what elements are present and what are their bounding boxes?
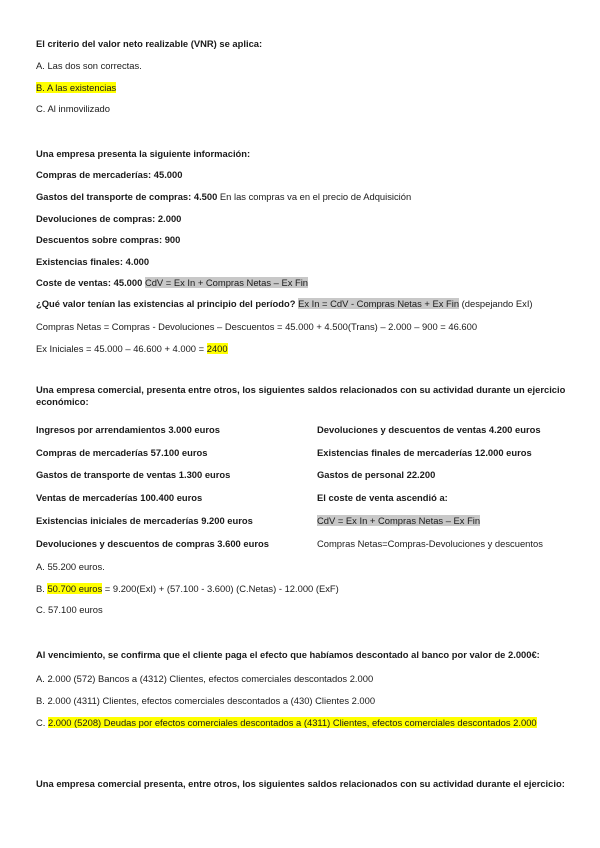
q2-calc-ex-iniciales — [36, 343, 228, 355]
q2-question-text: ¿Qué valor tenían las existencias al principio del período? — [36, 298, 296, 309]
q2-exfin-label: Existencias finales: — [36, 256, 126, 267]
q3-right-item-3: El coste de venta ascendió a: — [317, 492, 448, 503]
q2-calc2-result: 2400 — [206, 343, 228, 354]
q4-opt-c-answer: 2.000 (5208) Deudas por efectos comerciales descontados a (4311) Clientes, efectos comerciales descontados 2.000 — [47, 717, 537, 728]
q1-option-b-highlight: B. A las existencias — [36, 82, 117, 93]
q3-opt-b-calc: = 9.200(ExI) + (57.100 - 3.600) (C.Netas) - 12.000 (ExF) — [102, 583, 339, 594]
q2-intro: Una empresa presenta la siguiente información: — [36, 148, 251, 159]
q4-opt-c-prefix: C. — [36, 717, 48, 728]
q2-descuentos — [36, 234, 180, 246]
q2-exfin-value: 4.000 — [125, 256, 150, 267]
q2-transporte-value: 4.500 — [193, 191, 218, 202]
q3-right-item-1: Existencias finales de mercaderías 12.000 euros — [317, 447, 532, 458]
q2-coste-value: 45.000 — [113, 277, 143, 288]
q1-question: El criterio del valor neto realizable (VNR) se aplica: — [36, 38, 263, 49]
q3-left-item-1: Compras de mercaderías 57.100 euros — [36, 447, 208, 458]
q2-compras-label: Compras de mercaderías: — [36, 169, 154, 180]
q3-right-item-4 — [317, 515, 480, 527]
q2-transporte-label: Gastos del transporte de compras: — [36, 191, 194, 202]
q2-coste-label: Coste de ventas: — [36, 277, 114, 288]
q3-cdv-formula: CdV = Ex In + Compras Netas – Ex Fin — [317, 515, 481, 526]
q3-option-b — [36, 583, 339, 595]
q3-left-item-2: Gastos de transporte de ventas 1.300 euros — [36, 469, 231, 480]
q2-compras-value: 45.000 — [153, 169, 183, 180]
q3-option-c: C. 57.100 euros — [36, 604, 103, 615]
q4-option-c — [36, 717, 566, 729]
q4-question: Al vencimiento, se confirma que el cliente paga el efecto que habíamos descontado al banco por valor de 2.000€: — [36, 649, 540, 660]
q2-devoluciones-label: Devoluciones de compras: — [36, 213, 158, 224]
q3-left-item-5: Devoluciones y descuentos de compras 3.600 euros — [36, 538, 269, 549]
q3-left-item-0: Ingresos por arrendamientos 3.000 euros — [36, 424, 220, 435]
q2-existencias-finales — [36, 256, 149, 268]
q2-question-formula: Ex In = CdV - Compras Netas + Ex Fin — [298, 298, 460, 309]
q3-right-item-0: Devoluciones y descuentos de ventas 4.200 euros — [317, 424, 541, 435]
q2-devoluciones — [36, 213, 181, 225]
q2-transporte — [36, 191, 411, 203]
q3-option-a: A. 55.200 euros. — [36, 561, 105, 572]
q2-transporte-note: En las compras va en el precio de Adquisición — [217, 191, 412, 202]
q4-option-b: B. 2.000 (4311) Clientes, efectos comerciales descontados a (430) Clientes 2.000 — [36, 695, 376, 706]
q3-right-item-5: Compras Netas=Compras-Devoluciones y descuentos — [317, 538, 543, 549]
q3-opt-b-prefix: B. — [36, 583, 48, 594]
q3-opt-b-answer: 50.700 euros — [47, 583, 103, 594]
q2-coste-ventas — [36, 277, 308, 289]
q5-intro: Una empresa comercial presenta, entre otros, los siguientes saldos relacionados con su actividad durante el ejercicio: — [36, 778, 565, 789]
q1-option-b — [36, 82, 116, 94]
q2-devoluciones-value: 2.000 — [157, 213, 182, 224]
q2-question — [36, 298, 533, 310]
q2-calc-compras-netas: Compras Netas = Compras - Devoluciones – Descuentos = 45.000 + 4.500(Trans) – 2.000 – 900 = 46.600 — [36, 321, 478, 332]
q2-descuentos-label: Descuentos sobre compras: — [36, 234, 165, 245]
q2-question-note: (despejando ExI) — [459, 298, 533, 309]
q2-compras — [36, 169, 182, 181]
q3-intro: Una empresa comercial, presenta entre otros, los siguientes saldos relacionados con su actividad durante un ejercicio económico: — [36, 384, 566, 407]
q4-option-a: A. 2.000 (572) Bancos a (4312) Clientes, efectos comerciales descontados 2.000 — [36, 673, 374, 684]
q1-option-c: C. Al inmovilizado — [36, 103, 110, 114]
q3-left-item-3: Ventas de mercaderías 100.400 euros — [36, 492, 203, 503]
q3-left-item-4: Existencias iniciales de mercaderías 9.200 euros — [36, 515, 253, 526]
q2-coste-formula: CdV = Ex In + Compras Netas – Ex Fin — [144, 277, 309, 288]
q3-right-item-2: Gastos de personal 22.200 — [317, 469, 436, 480]
q2-calc2-prefix: Ex Iniciales = 45.000 – 46.600 + 4.000 = — [36, 343, 207, 354]
q1-option-a: A. Las dos son correctas. — [36, 60, 142, 71]
q2-descuentos-value: 900 — [164, 234, 181, 245]
